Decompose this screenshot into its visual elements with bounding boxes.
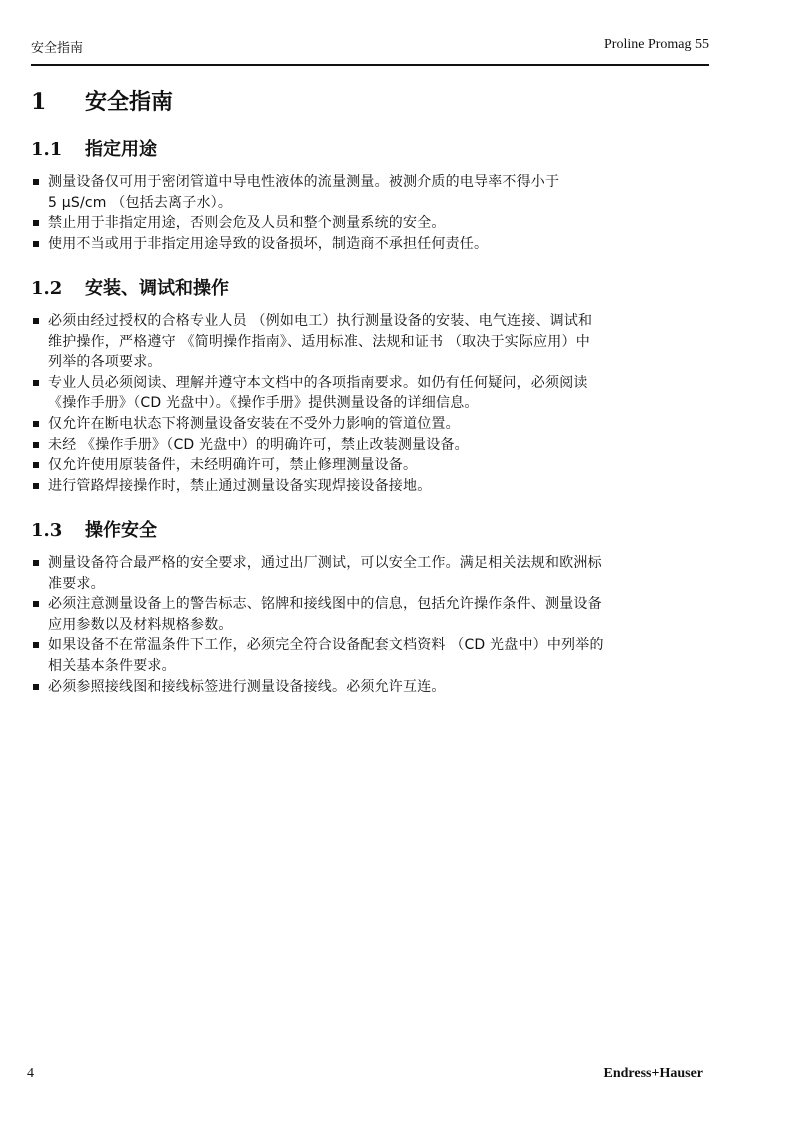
list-item-text: 禁止用于非指定用途，否则会危及人员和整个测量系统的安全。 (48, 215, 446, 232)
list-item-text: 未经 《操作手册》（CD 光盘中）的明确许可，禁止改装测量设备。 (48, 436, 469, 453)
bullet-icon (33, 684, 39, 690)
page-footer (27, 1066, 703, 1086)
list-item (31, 373, 711, 414)
list-item-text: 进行管路焊接操作时，禁止通过测量设备实现焊接设备接地。 (48, 477, 432, 494)
list-item-text: 准要求。 (48, 575, 105, 592)
section-heading (31, 277, 711, 301)
header-section-title: 安全指南 (31, 41, 84, 56)
bullet-list (31, 172, 711, 254)
section-intended-use (31, 138, 711, 254)
section-title: 操作安全 (85, 520, 157, 541)
page-number: 4 (27, 1066, 34, 1081)
section-number: 1.3 (31, 520, 63, 541)
bullet-icon (33, 462, 39, 468)
list-item-text: 必须注意测量设备上的警告标志、铭牌和接线图中的信息，包括允许操作条件、测量设备 (48, 596, 602, 613)
list-item-text: 应用参数以及材料规格参数。 (48, 616, 233, 633)
list-item (31, 677, 711, 698)
list-item-text: 相关基本条件要求。 (48, 657, 176, 674)
section-number: 1.1 (31, 139, 63, 160)
page-header (31, 36, 709, 66)
list-item (31, 414, 711, 435)
bullet-icon (33, 241, 39, 247)
bullet-icon (33, 601, 39, 607)
list-item (31, 172, 711, 213)
section-heading (31, 138, 711, 162)
bullet-icon (33, 483, 39, 489)
section-title: 指定用途 (85, 139, 157, 160)
list-item-text: 测量设备符合最严格的安全要求，通过出厂测试，可以安全工作。满足相关法规和欧洲标 (48, 555, 602, 571)
list-item (31, 234, 711, 255)
bullet-icon (33, 380, 39, 386)
list-item-text: 《操作手册》（CD 光盘中）。《操作手册》提供测量设备的详细信息。 (48, 395, 479, 412)
chapter-heading (31, 88, 173, 116)
list-item (31, 213, 711, 234)
brand-logo: Endress+Hauser (603, 1066, 703, 1081)
list-item-text: 列举的各项要求。 (48, 354, 162, 371)
list-item-text: 如果设备不在常温条件下工作，必须完全符合设备配套文档资料 （CD 光盘中）中列举的 (48, 637, 604, 654)
bullet-icon (33, 421, 39, 427)
bullet-icon (33, 560, 39, 566)
bullet-icon (33, 318, 39, 324)
chapter-title: 安全指南 (85, 89, 174, 115)
list-item-text: 维护操作，严格遵守 《简明操作指南》、适用标准、法规和证书 （取决于实际应用）中 (48, 333, 590, 350)
list-item (31, 455, 711, 476)
header-product-name: Proline Promag 55 (604, 37, 709, 52)
section-number: 1.2 (31, 278, 63, 299)
chapter-number: 1 (31, 89, 47, 115)
list-item (31, 435, 711, 456)
bullet-icon (33, 442, 39, 448)
bullet-icon (33, 179, 39, 185)
list-item-text: 仅允许使用原装备件，未经明确许可，禁止修理测量设备。 (48, 457, 418, 474)
section-operational-safety (31, 519, 711, 697)
section-heading (31, 519, 711, 543)
list-item-text: 仅允许在断电状态下将测量设备安装在不受外力影响的管道位置。 (48, 415, 460, 432)
list-item-text: 使用不当或用于非指定用途导致的设备损坏，制造商不承担任何责任。 (48, 235, 489, 252)
list-item-text: 测量设备仅可用于密闭管道中导电性液体的流量测量。被测介质的电导率不得小于 (48, 174, 560, 190)
section-title: 安装、调试和操作 (85, 278, 229, 299)
list-item (31, 594, 711, 635)
section-installation (31, 277, 711, 496)
list-item (31, 553, 711, 594)
list-item-text: 必须参照接线图和接线标签进行测量设备接线。必须允许互连。 (48, 678, 446, 695)
list-item (31, 476, 711, 497)
list-item-text: 5 μS/cm （包括去离子水）。 (48, 194, 233, 211)
bullet-icon (33, 642, 39, 648)
bullet-icon (33, 220, 39, 226)
bullet-list (31, 553, 711, 697)
bullet-list (31, 311, 711, 496)
list-item-text: 专业人员必须阅读、理解并遵守本文档中的各项指南要求。如仍有任何疑问，必须阅读 (48, 374, 588, 391)
list-item (31, 311, 711, 373)
list-item-text: 必须由经过授权的合格专业人员 （例如电工）执行测量设备的安装、电气连接、调试和 (48, 313, 593, 329)
list-item (31, 635, 711, 676)
